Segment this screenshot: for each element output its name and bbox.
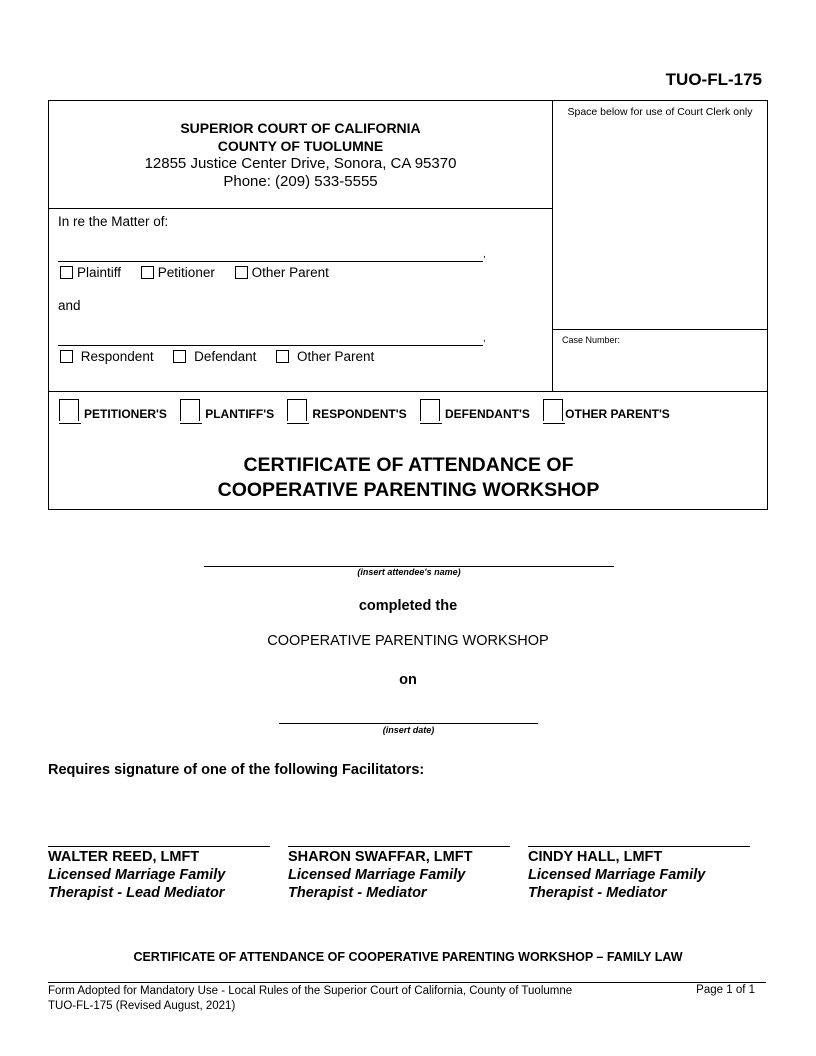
footer-adopted: Form Adopted for Mandatory Use - Local Rules of the Superior Court of California, County of Tuolumne [48, 985, 573, 997]
facilitator-name: SHARON SWAFFAR, LMFT [288, 849, 473, 865]
facilitators-heading: Requires signature of one of the following Facilitators: [48, 762, 425, 778]
signature-line[interactable] [48, 846, 270, 847]
facilitator-signature-block [528, 846, 750, 902]
court-county: COUNTY OF TUOLUMNE [217, 138, 384, 154]
type-other-parents[interactable]: OTHER PARENT'S [543, 407, 670, 421]
facilitator-signature-block [288, 846, 510, 902]
checkbox[interactable] [276, 350, 289, 363]
checkbox[interactable] [141, 266, 154, 279]
facilitator-role: Therapist - Mediator [528, 885, 667, 901]
checkbox[interactable] [235, 266, 248, 279]
checkbox[interactable] [543, 399, 563, 421]
facilitator-credential: Licensed Marriage Family [48, 867, 226, 883]
party2-defendant-option[interactable]: Defendant [173, 349, 256, 364]
caption-box: SUPERIOR COURT OF CALIFORNIA COUNTY OF TUOLUMNE 12855 Justice Center Drive, Sonora, CA 95370 Phone: (209) 533-5555 Space below for use of Court Clerk only Case Number: In re the Matter of: , Plaintiff Petitioner Other Parent and , Respondent Defendant Other Parent PETITIONER'S PLANTIFF'S RESPONDENT'S DEFENDANT'S OTHER PARENT'S CERTIFICATE OF ATTENDANCE OF COOPERATIVE PARENTING WORKSHOP [48, 100, 768, 510]
facilitator-role: Therapist - Lead Mediator [48, 885, 225, 901]
facilitator-name: CINDY HALL, LMFT [528, 849, 663, 865]
party2-respondent-option[interactable]: Respondent [60, 349, 154, 364]
attendee-caption: (insert attendee's name) [357, 567, 461, 577]
case-number-field[interactable] [559, 349, 759, 385]
date-caption: (insert date) [382, 725, 435, 735]
party2-name-line[interactable] [58, 345, 483, 346]
checkbox[interactable] [173, 350, 186, 363]
facilitator-name: WALTER REED, LMFT [48, 849, 200, 865]
party2-other-parent-option[interactable]: Other Parent [276, 349, 374, 364]
signature-line[interactable] [288, 846, 510, 847]
type-petitioners[interactable]: PETITIONER'S [59, 407, 177, 421]
footer-title: CERTIFICATE OF ATTENDANCE OF COOPERATIVE PARENTING WORKSHOP – FAMILY LAW [133, 950, 683, 964]
form-id: TUO-FL-175 [665, 70, 762, 89]
court-phone: Phone: (209) 533-5555 [223, 173, 378, 190]
case-number-label: Case Number: [562, 335, 621, 345]
facilitator-signature-block [48, 846, 270, 902]
date-line[interactable] [279, 723, 538, 724]
court-info [49, 119, 552, 191]
checkbox[interactable] [420, 399, 440, 421]
party1-petitioner-option[interactable]: Petitioner [141, 265, 215, 280]
page-number: Page 1 of 1 [696, 984, 755, 996]
document-type-options [59, 399, 765, 421]
court-name: SUPERIOR COURT OF CALIFORNIA [180, 120, 421, 136]
party1-other-parent-option[interactable]: Other Parent [235, 265, 329, 280]
document-title: CERTIFICATE OF ATTENDANCE OF COOPERATIVE PARENTING WORKSHOP [217, 454, 600, 501]
type-respondents[interactable]: RESPONDENT'S [287, 407, 416, 421]
matter-label: In re the Matter of: [58, 214, 169, 229]
checkbox[interactable] [180, 399, 200, 421]
party1-role-options [60, 265, 345, 280]
facilitator-credential: Licensed Marriage Family [528, 867, 706, 883]
on-text: on [399, 672, 417, 688]
clerk-space-label: Space below for use of Court Clerk only [567, 106, 753, 118]
footer-revised: TUO-FL-175 (Revised August, 2021) [48, 1000, 236, 1012]
type-plantiffs[interactable]: PLANTIFF'S [180, 407, 284, 421]
type-defendants[interactable]: DEFENDANT'S [420, 407, 540, 421]
facilitator-role: Therapist - Mediator [288, 885, 427, 901]
and-label: and [58, 298, 81, 313]
checkbox[interactable] [60, 266, 73, 279]
facilitator-credential: Licensed Marriage Family [288, 867, 466, 883]
footer-form-info [48, 984, 572, 1014]
checkbox[interactable] [60, 350, 73, 363]
court-address: 12855 Justice Center Drive, Sonora, CA 95370 [144, 155, 457, 172]
signature-line[interactable] [528, 846, 750, 847]
party1-plaintiff-option[interactable]: Plaintiff [60, 265, 121, 280]
workshop-name: COOPERATIVE PARENTING WORKSHOP [267, 633, 549, 649]
completed-the-text: completed the [358, 598, 458, 614]
party2-role-options [60, 349, 390, 364]
checkbox[interactable] [287, 399, 307, 421]
checkbox[interactable] [59, 399, 79, 421]
party1-name-line[interactable] [58, 261, 483, 262]
footer-divider [48, 982, 766, 983]
